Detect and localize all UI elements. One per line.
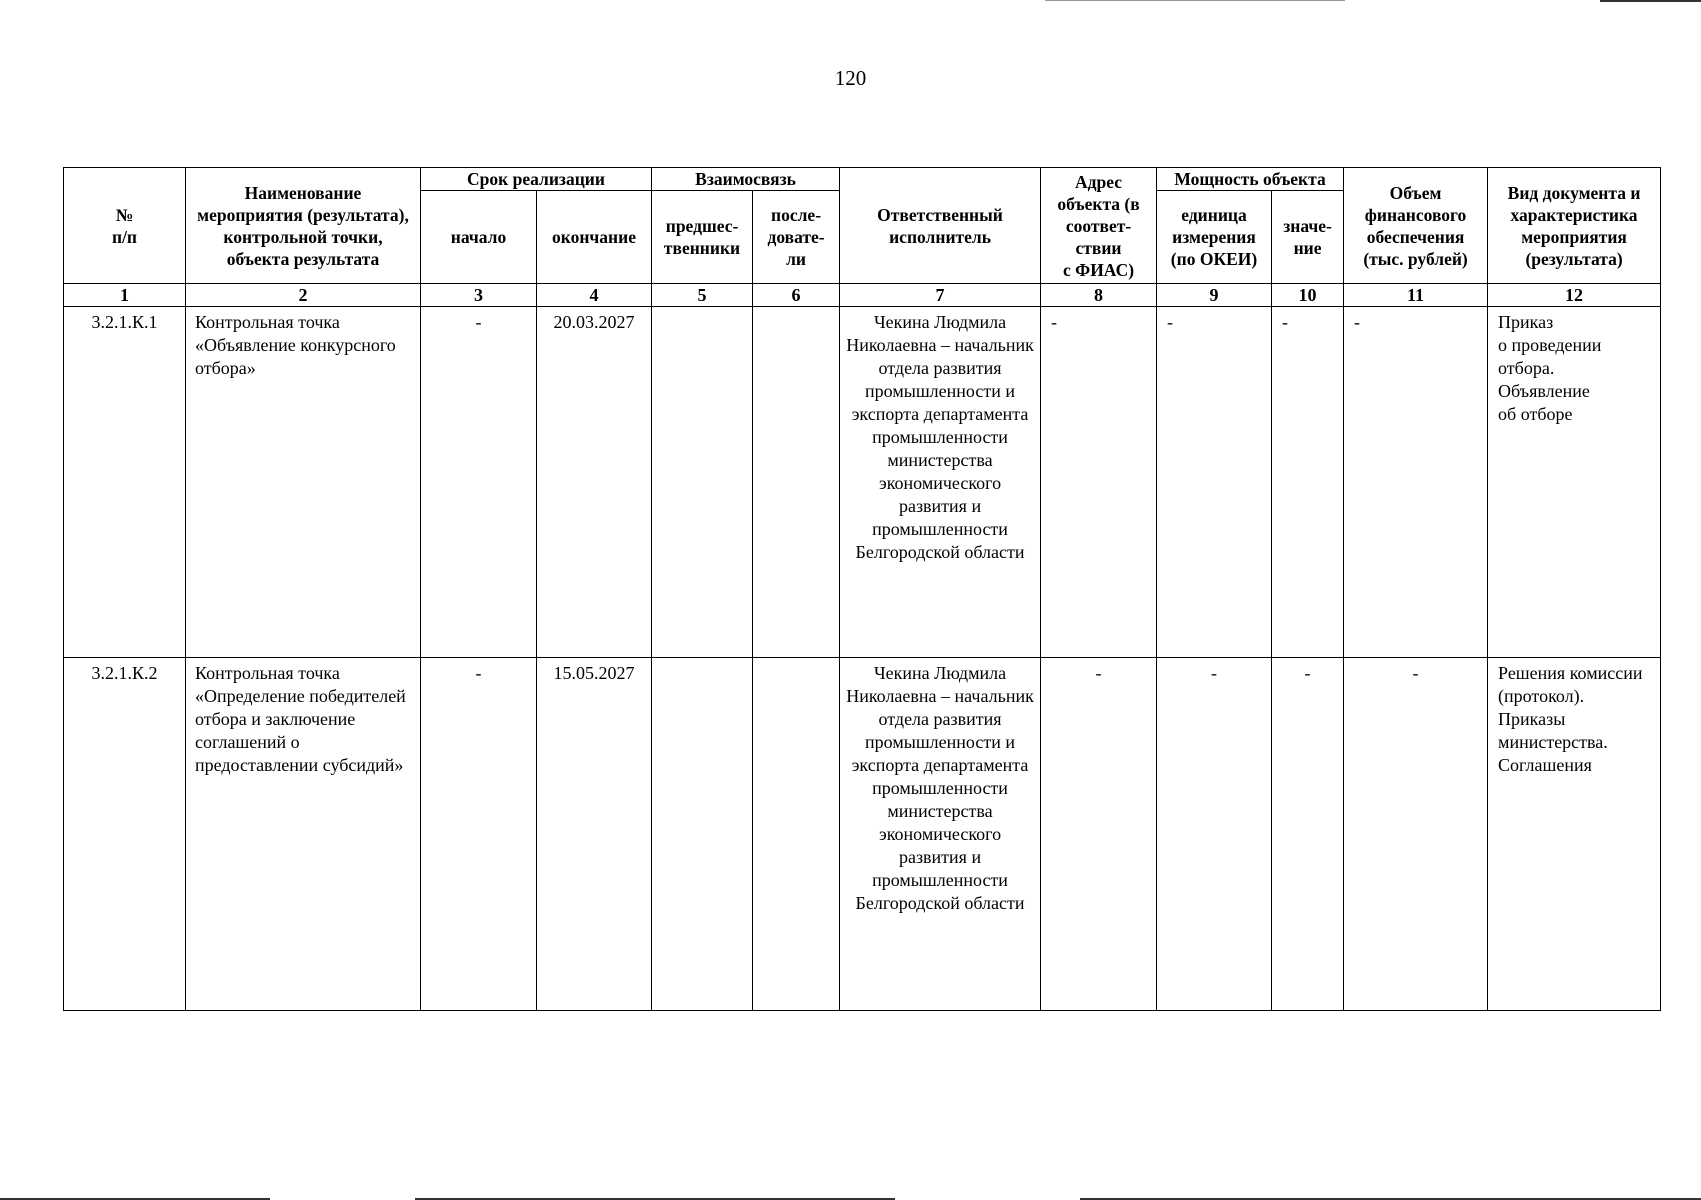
column-number: 5 bbox=[652, 284, 753, 307]
row-responsible: Чекина Людмила Николаевна – начальник отдела развития промышленности и экспорта департамента промышленности министерства экономического развития и промышленности Белгородской области bbox=[840, 307, 1041, 658]
row-name: Контрольная точка «Объявление конкурсного отбора» bbox=[186, 307, 421, 658]
row-number: 3.2.1.К.1 bbox=[64, 307, 186, 658]
event-plan-table bbox=[63, 167, 1661, 1011]
header-responsible: Ответственный исполнитель bbox=[840, 168, 1041, 284]
row-address: - bbox=[1041, 658, 1157, 1011]
column-number: 11 bbox=[1344, 284, 1488, 307]
row-finance: - bbox=[1344, 658, 1488, 1011]
header-link-succ: после- довате- ли bbox=[753, 191, 840, 284]
row-unit: - bbox=[1157, 307, 1272, 658]
row-successors bbox=[753, 658, 840, 1011]
header-finance: Объем финансового обеспечения (тыс. рублей) bbox=[1344, 168, 1488, 284]
column-number: 2 bbox=[186, 284, 421, 307]
row-successors bbox=[753, 307, 840, 658]
row-doc: Решения комиссии (протокол). Приказы министерства. Соглашения bbox=[1488, 658, 1661, 1011]
header-capacity-group: Мощность объекта bbox=[1157, 168, 1344, 191]
column-number: 6 bbox=[753, 284, 840, 307]
row-start: - bbox=[421, 658, 537, 1011]
column-number: 1 bbox=[64, 284, 186, 307]
header-capacity-unit: единица измерения (по ОКЕИ) bbox=[1157, 191, 1272, 284]
row-end: 20.03.2027 bbox=[537, 307, 652, 658]
header-address: Адрес объекта (в соответ- ствии с ФИАС) bbox=[1041, 168, 1157, 284]
column-number: 12 bbox=[1488, 284, 1661, 307]
header-term-end: окончание bbox=[537, 191, 652, 284]
row-responsible: Чекина Людмила Николаевна – начальник отдела развития промышленности и экспорта департамента промышленности министерства экономического развития и промышленности Белгородской области bbox=[840, 658, 1041, 1011]
table-row bbox=[64, 658, 1661, 1011]
column-number: 9 bbox=[1157, 284, 1272, 307]
header-link-group: Взаимосвязь bbox=[652, 168, 840, 191]
column-number: 7 bbox=[840, 284, 1041, 307]
scan-artifact bbox=[1045, 0, 1345, 1]
table-row bbox=[64, 307, 1661, 658]
scan-artifact bbox=[1600, 0, 1701, 2]
header-term-start: начало bbox=[421, 191, 537, 284]
row-name: Контрольная точка «Определение победителей отбора и заключение соглашений о предоставлении субсидий» bbox=[186, 658, 421, 1011]
column-number: 8 bbox=[1041, 284, 1157, 307]
row-value: - bbox=[1272, 307, 1344, 658]
header-link-pred: предшес- твенники bbox=[652, 191, 753, 284]
row-address: - bbox=[1041, 307, 1157, 658]
row-number: 3.2.1.К.2 bbox=[64, 658, 186, 1011]
row-finance: - bbox=[1344, 307, 1488, 658]
page-number: 120 bbox=[834, 66, 867, 90]
row-predecessors bbox=[652, 658, 753, 1011]
column-number: 3 bbox=[421, 284, 537, 307]
row-value: - bbox=[1272, 658, 1344, 1011]
header-row-top bbox=[64, 168, 1661, 191]
row-start: - bbox=[421, 307, 537, 658]
column-number: 10 bbox=[1272, 284, 1344, 307]
row-predecessors bbox=[652, 307, 753, 658]
row-doc: Приказ о проведении отбора. Объявление об отборе bbox=[1488, 307, 1661, 658]
column-numbers-row bbox=[64, 284, 1661, 307]
column-number: 4 bbox=[537, 284, 652, 307]
header-capacity-value: значе- ние bbox=[1272, 191, 1344, 284]
header-doc-type: Вид документа и характеристика мероприятия (результата) bbox=[1488, 168, 1661, 284]
header-name: Наименование мероприятия (результата), контрольной точки, объекта результата bbox=[186, 168, 421, 284]
row-unit: - bbox=[1157, 658, 1272, 1011]
header-term-group: Срок реализации bbox=[421, 168, 652, 191]
header-num: № п/п bbox=[64, 168, 186, 284]
row-end: 15.05.2027 bbox=[537, 658, 652, 1011]
